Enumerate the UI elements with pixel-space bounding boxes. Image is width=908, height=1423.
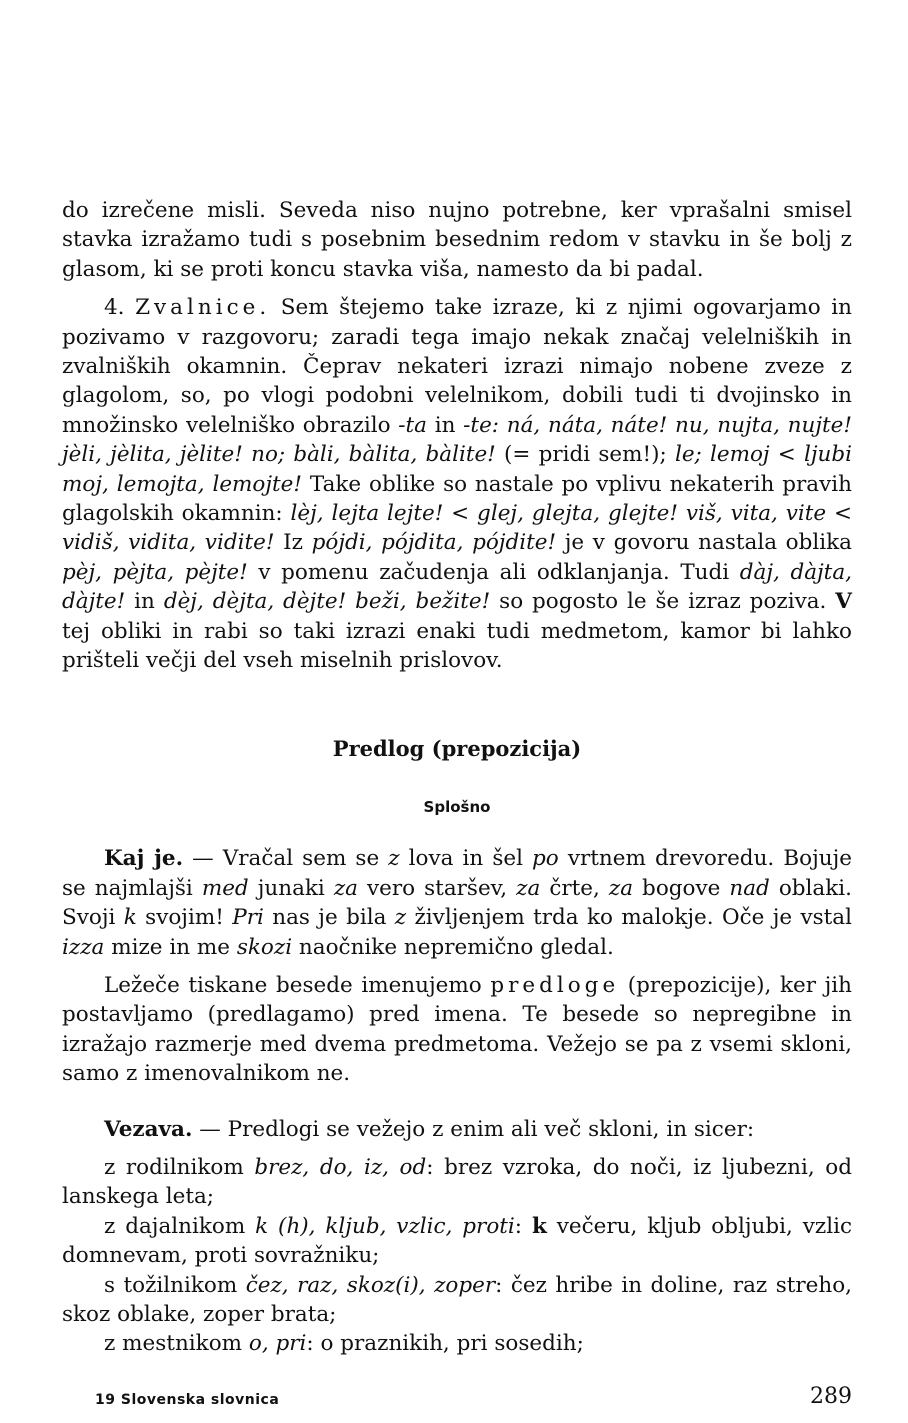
text: nas je bila [263,905,395,931]
text: življenjem trda ko malokje. Oče je vstal [406,905,853,931]
example: čez, raz, skoz(i), zoper [245,1272,496,1298]
example: k (h), kljub, vzlic, proti [255,1213,515,1239]
text: vrtnem drevoredu. Bojuje se najmlajši [62,846,852,901]
example: pójdi, pójdita, pójdite! [311,530,557,556]
text: večeru, kljub obljubi, vzlic domnevam, proti sovražniku; [62,1213,853,1269]
text: naočnike nepremično gledal. [292,934,614,960]
text: z rodilnikom [104,1154,255,1180]
text: so pogosto le še izraz poziva. [490,589,836,615]
text: črte, [540,875,609,901]
text: — Predlogi se vežejo z enim ali več skloni, in sicer: [192,1116,755,1142]
item-number: 4. [104,295,125,321]
lead-kaj-je: Kaj je. [104,846,184,872]
text: svojim! [136,905,233,931]
example: z [388,846,400,872]
text: Sem štejemo take izraze, ki z njimi ogovarjamo in pozivamo v razgovoru; zaradi tega imajo nekak značaj velelniških in zvalniških okamnin. Čeprav nekateri izrazi nimajo nobene zveze z glagolom, so, po vlogi podobni velelnikom, dobili tudi ti dvojinsko in množinsko velelniško obrazilo [62,295,852,438]
text: z mestnikom [104,1331,249,1357]
text: Iz [274,530,312,556]
example: za [333,875,358,901]
text: Take oblike so nastale po vplivu nekaterih pravih glagolskih okamnin: [62,471,852,527]
section-subheading: Splošno [423,797,491,816]
example: dèj, dèjta, dèjte! beži, bežite! [163,589,491,615]
text: : [514,1213,532,1239]
term-predloge: predloge [490,972,620,998]
text: vero staršev, [358,875,517,901]
page-body [62,196,852,1359]
text: bogove [633,875,730,901]
text: (= pridi sem!); [495,442,675,468]
example: -te: ná, náta, náte! nu, nujta, nujte! jèli, jèlita, jèlite! no; bàli, bàlita, bàlite! [62,412,852,468]
example: skozi [236,934,293,960]
paragraph-intro: do izrečene misli. Seveda niso nujno potrebne, ker vprašalni smisel stavka izražamo tudi s posebnim besednim redom v stavku in še bolj z glasom, ki se proti koncu stavka viša, namesto da bi padal. [62,198,852,282]
example: z [394,905,407,931]
text: — Vračal sem se [183,846,389,872]
text-bold: V [835,589,852,615]
text: z dajalnikom [104,1213,256,1239]
example: med [201,875,249,901]
text: lova in šel [399,846,533,872]
paragraph-predlogi-definition [62,971,852,1089]
text: : brez vzroka, do noči, iz ljubezni, od lanskega leta; [62,1154,852,1210]
example: nad [729,875,770,901]
list-item-dajalnik [62,1212,852,1271]
text: tej obliki in rabi so taki izrazi enaki tudi medmetom, kamor bi lahko prišteli večji del vseh miselnih prislovov. [62,618,852,674]
text: : čez hribe in doline, raz streho, skoz oblake, zoper brata; [62,1272,853,1327]
example: dàj, dàjta, dàjte! [62,559,852,615]
example: za [608,875,634,901]
paragraph-vezava [62,1115,852,1144]
example: le; lemoj < ljubi moj, lemojta, lemojte! [62,442,852,497]
text: (prepozicije), ker jih postavljamo (predlagamo) pred imena. Te besede so nepregibne in izražajo razmerje med dvema predmetoma. Vežejo se pa z vsemi skloni, samo z imenovalnikom ne. [62,972,852,1087]
list-item-rodilnik [62,1153,852,1212]
example: lèj, lejta lejte! < glej, glejta, glejte! viš, vita, vite < vidiš, vidita, vidite! [62,501,852,556]
text: s tožilnikom [104,1272,246,1298]
term-zvalnice: Zvalnice. [135,295,271,321]
list-item-mestnik [62,1329,852,1358]
example: izza [62,934,105,960]
text: je v govoru nastala oblika [556,530,852,556]
text: mize in me [104,934,237,960]
example: brez, do, iz, od [254,1154,427,1180]
text: : o praznikih, pri sosedih; [306,1331,584,1357]
paragraph-zvalnice [62,293,852,675]
section-heading: Predlog (prepozicija) [332,735,582,761]
text: v pomenu začudenja ali odklanjanja. Tudi [247,559,740,585]
paragraph-kaj-je [62,844,852,962]
text-bold: k [531,1213,547,1239]
example: k [123,905,137,931]
list-item-tozilnik [62,1271,852,1330]
example: o, pri [248,1331,307,1357]
text: junaki [248,875,334,901]
example: za [516,875,541,901]
example: -ta [398,412,428,438]
example: po [532,846,559,872]
text: Ležeče tiskane besede imenujemo [104,972,491,998]
lead-vezava: Vezava. [104,1116,193,1142]
example: pèj, pèjta, pèjte! [62,559,248,585]
footer-signature: 19 Slovenska slovnica [95,1392,280,1408]
text: in [125,589,164,615]
text: oblaki. Svoji [62,875,852,931]
page-number: 289 [810,1384,852,1409]
example: Pri [232,905,264,931]
text: in [427,412,464,438]
